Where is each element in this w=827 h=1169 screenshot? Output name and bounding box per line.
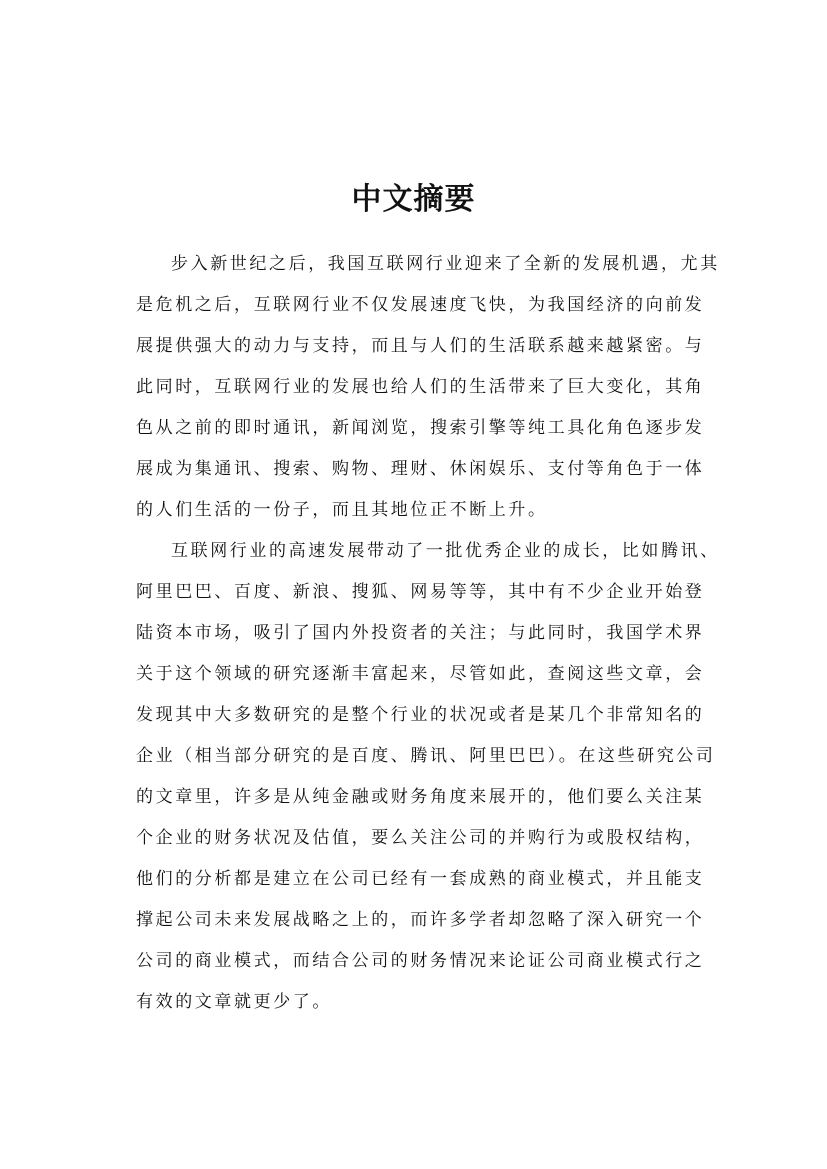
paragraph-1-line: 是危机之后，互联网行业不仅发展速度飞快，为我国经济的向前发: [136, 295, 705, 315]
paragraph-2-line: 陆资本市场，吸引了国内外投资者的关注；与此同时，我国学术界: [136, 623, 705, 643]
paragraph-2-line: 的文章里，许多是从纯金融或财务角度来展开的，他们要么关注某: [136, 787, 705, 807]
paragraph-2-line: 他们的分析都是建立在公司已经有一套成熟的商业模式，并且能支: [136, 869, 705, 889]
paragraph-2-line: 撑起公司未来发展战略之上的，而许多学者却忽略了深入研究一个: [136, 910, 705, 930]
paragraph-2-line: 互联网行业的高速发展带动了一批优秀企业的成长，比如腾讯、: [171, 541, 720, 561]
paragraph-1-line: 展提供强大的动力与支持，而且与人们的生活联系越来越紧密。与: [136, 336, 705, 356]
paragraph-2-line: 公司的商业模式，而结合公司的财务情况来论证公司商业模式行之: [136, 951, 705, 971]
paragraph-2-line: 阿里巴巴、百度、新浪、搜狐、网易等等，其中有不少企业开始登: [136, 582, 705, 602]
paragraph-1-line: 此同时，互联网行业的发展也给人们的生活带来了巨大变化，其角: [136, 377, 705, 397]
paragraph-2-line: 个企业的财务状况及估值，要么关注公司的并购行为或股权结构，: [136, 828, 705, 848]
paragraph-1-line: 色从之前的即时通讯，新闻浏览，搜索引擎等纯工具化角色逐步发: [136, 418, 705, 438]
paragraph-1-line: 步入新世纪之后，我国互联网行业迎来了全新的发展机遇，尤其: [171, 254, 720, 274]
paragraph-1-line: 的人们生活的一份子，而且其地位正不断上升。: [136, 500, 548, 520]
page-title: 中文摘要: [351, 182, 476, 217]
paragraph-2-line: 企业（相当部分研究的是百度、腾讯、阿里巴巴）。在这些研究公司: [136, 746, 716, 766]
abstract-body: [136, 248, 720, 1027]
paragraph-2-line: 关于这个领域的研究逐渐丰富起来，尽管如此，查阅这些文章，会: [136, 664, 705, 684]
paragraph-1-line: 展成为集通讯、搜索、购物、理财、休闲娱乐、支付等角色于一体: [136, 459, 705, 479]
paragraph-2-line: 有效的文章就更少了。: [136, 992, 332, 1012]
paragraph-2-line: 发现其中大多数研究的是整个行业的状况或者是某几个非常知名的: [136, 705, 705, 725]
